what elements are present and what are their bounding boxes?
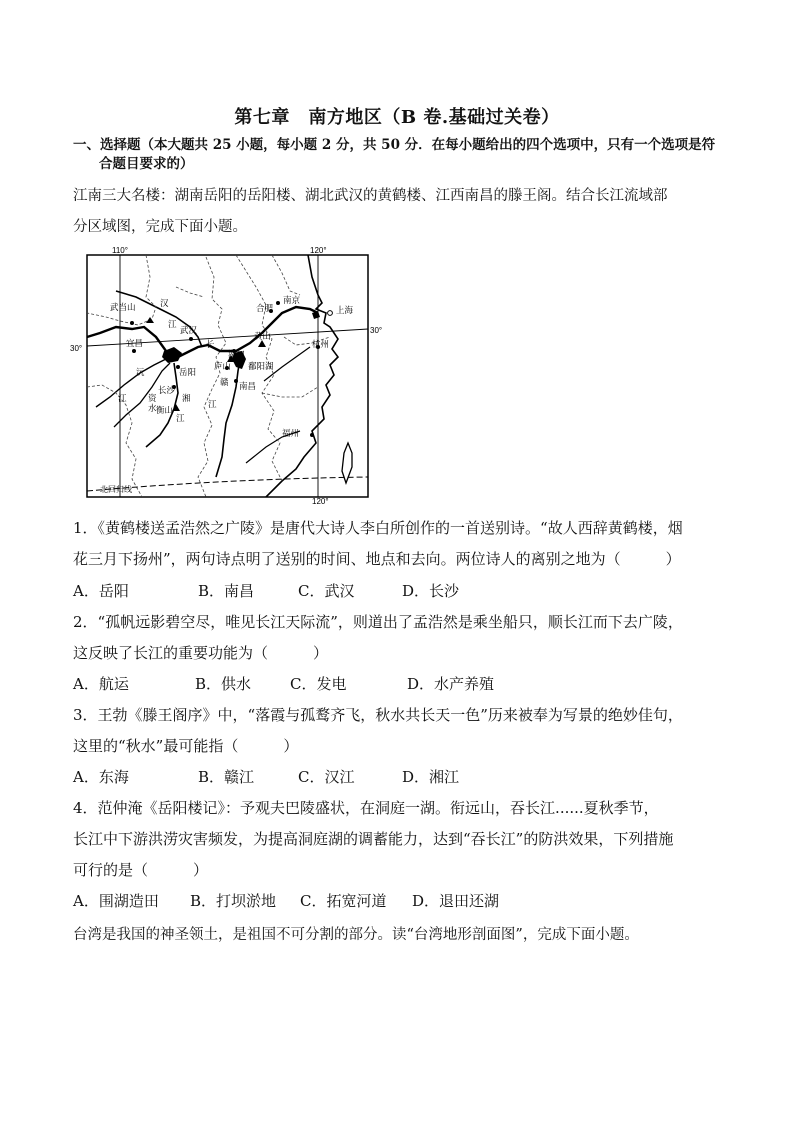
label-jiang-yuan: 江 — [118, 394, 127, 404]
label-nanchang: 南昌 — [239, 382, 257, 392]
label-yueyang: 岳阳 — [179, 368, 197, 378]
label-changsha: 长沙 — [158, 386, 176, 396]
label-yuan: 沅 — [136, 368, 145, 378]
q3-line2: 这里的“秋水”最可能指（ ） — [73, 737, 299, 755]
q3-option-a[interactable]: A．东海 — [73, 768, 129, 786]
q1-options — [73, 580, 459, 601]
q4-options — [73, 890, 499, 911]
label-zi: 资 — [148, 394, 157, 404]
label-hukou: 湖口 — [228, 350, 246, 360]
q2-line1: 2．“孤帆远影碧空尽，唯见长江天际流”，则道出了孟浩然是乘坐船只，顺长江而下去广陵， — [73, 613, 683, 631]
label-shanghai: 上海 — [336, 306, 354, 316]
label-huangshan: 黄山 — [254, 332, 272, 342]
q2-options — [73, 673, 494, 694]
q3-option-c[interactable]: C．汉江 — [298, 768, 355, 786]
section-heading-line2: 合题目要求的） — [99, 156, 194, 172]
intro2: 台湾是我国的神圣领土，是祖国不可分割的部分。读“台湾地形剖面图”，完成下面小题。 — [73, 927, 639, 943]
lat-label-right: 30° — [370, 326, 383, 335]
label-chang: 长 — [206, 340, 215, 350]
q4-option-d[interactable]: D．退田还湖 — [412, 892, 500, 910]
q3-options — [73, 766, 459, 787]
label-hangzhou: 杭州 — [312, 340, 330, 350]
label-wuhan: 武汉 — [180, 326, 198, 336]
q3-line1: 3．王勃《滕王阁序》中，“落霞与孤鹜齐飞，秋水共长天一色”历来被奉为写景的绝妙佳句， — [73, 706, 683, 724]
q2-option-d[interactable]: D．水产养殖 — [407, 675, 495, 693]
q1-option-b[interactable]: B．南昌 — [198, 582, 255, 600]
q1-option-d[interactable]: D．长沙 — [402, 582, 460, 600]
intro1-line2: 分区域图，完成下面小题。 — [73, 219, 247, 235]
yangtze-region-map — [70, 246, 383, 506]
q1-option-a[interactable]: A．岳阳 — [73, 582, 129, 600]
label-xiang: 湘 — [182, 394, 191, 404]
label-nanjing: 南京 — [283, 296, 301, 306]
page-title: 第七章 南方地区（B 卷.基础过关卷） — [234, 107, 560, 128]
label-jiang-han: 江 — [168, 320, 177, 330]
q1-line2: 花三月下扬州”，两句诗点明了送别的时间、地点和去向。两位诗人的离别之地为（ ） — [73, 550, 681, 568]
label-han: 汉 — [160, 299, 169, 309]
label-shui: 水 — [148, 404, 157, 414]
section-heading-line1: 一、选择题（本大题共 25 小题，每小题 2 分，共 50 分．在每小题给出的四个选项中，只有一个选项是符 — [73, 137, 716, 153]
label-fuzhou: 福州 — [282, 429, 300, 439]
q2-option-a[interactable]: A．航运 — [73, 675, 129, 693]
q2-option-b[interactable]: B．供水 — [195, 675, 252, 693]
q3-option-b[interactable]: B．赣江 — [198, 768, 255, 786]
label-lushan: 庐山 — [214, 362, 232, 372]
lon-label-120-bottom: 120° — [312, 497, 329, 506]
label-poyang: 鄱阳湖 — [248, 362, 274, 372]
q2-option-c[interactable]: C．发电 — [290, 675, 347, 693]
lat-label-left: 30° — [70, 344, 83, 353]
label-hefei: 合肥 — [256, 304, 274, 314]
intro1-line1: 江南三大名楼：湖南岳阳的岳阳楼、湖北武汉的黄鹤楼、江西南昌的滕王阁。结合长江流域部 — [73, 188, 668, 204]
label-jiang-gan: 江 — [208, 400, 217, 410]
label-yichang: 宜昌 — [126, 339, 144, 349]
q4-line3: 可行的是（ ） — [73, 861, 209, 879]
label-hengshan: 衡山 — [156, 406, 174, 416]
lon-label-110: 110° — [112, 246, 128, 255]
q4-line1: 4．范仲淹《岳阳楼记》：予观夫巴陵盛状，在洞庭一湖。衔远山，吞长江......夏秋季节， — [73, 799, 659, 817]
label-gan: 赣 — [220, 378, 229, 388]
q4-line2: 长江中下游洪涝灾害频发，为提高洞庭湖的调蓄能力，达到“吞长江”的防洪效果，下列措施 — [73, 830, 674, 848]
q1-option-c[interactable]: C．武汉 — [298, 582, 355, 600]
q3-option-d[interactable]: D．湘江 — [402, 768, 460, 786]
tropic-label: 北回归线 — [100, 485, 132, 494]
q2-line2: 这反映了长江的重要功能为（ ） — [73, 644, 329, 662]
label-wudangshan: 武当山 — [110, 303, 136, 313]
q4-option-a[interactable]: A．围湖造田 — [73, 892, 159, 910]
q4-option-b[interactable]: B．打坝淤地 — [190, 892, 277, 910]
section-heading — [73, 136, 733, 174]
q4-option-c[interactable]: C．拓宽河道 — [300, 892, 387, 910]
q1-line1: 1．《黄鹤楼送孟浩然之广陵》是唐代大诗人李白所创作的一首送别诗。“故人西辞黄鹤楼，烟 — [73, 519, 683, 537]
lon-label-120-top: 120° — [310, 246, 327, 255]
label-jiang-xiang: 江 — [176, 414, 185, 424]
